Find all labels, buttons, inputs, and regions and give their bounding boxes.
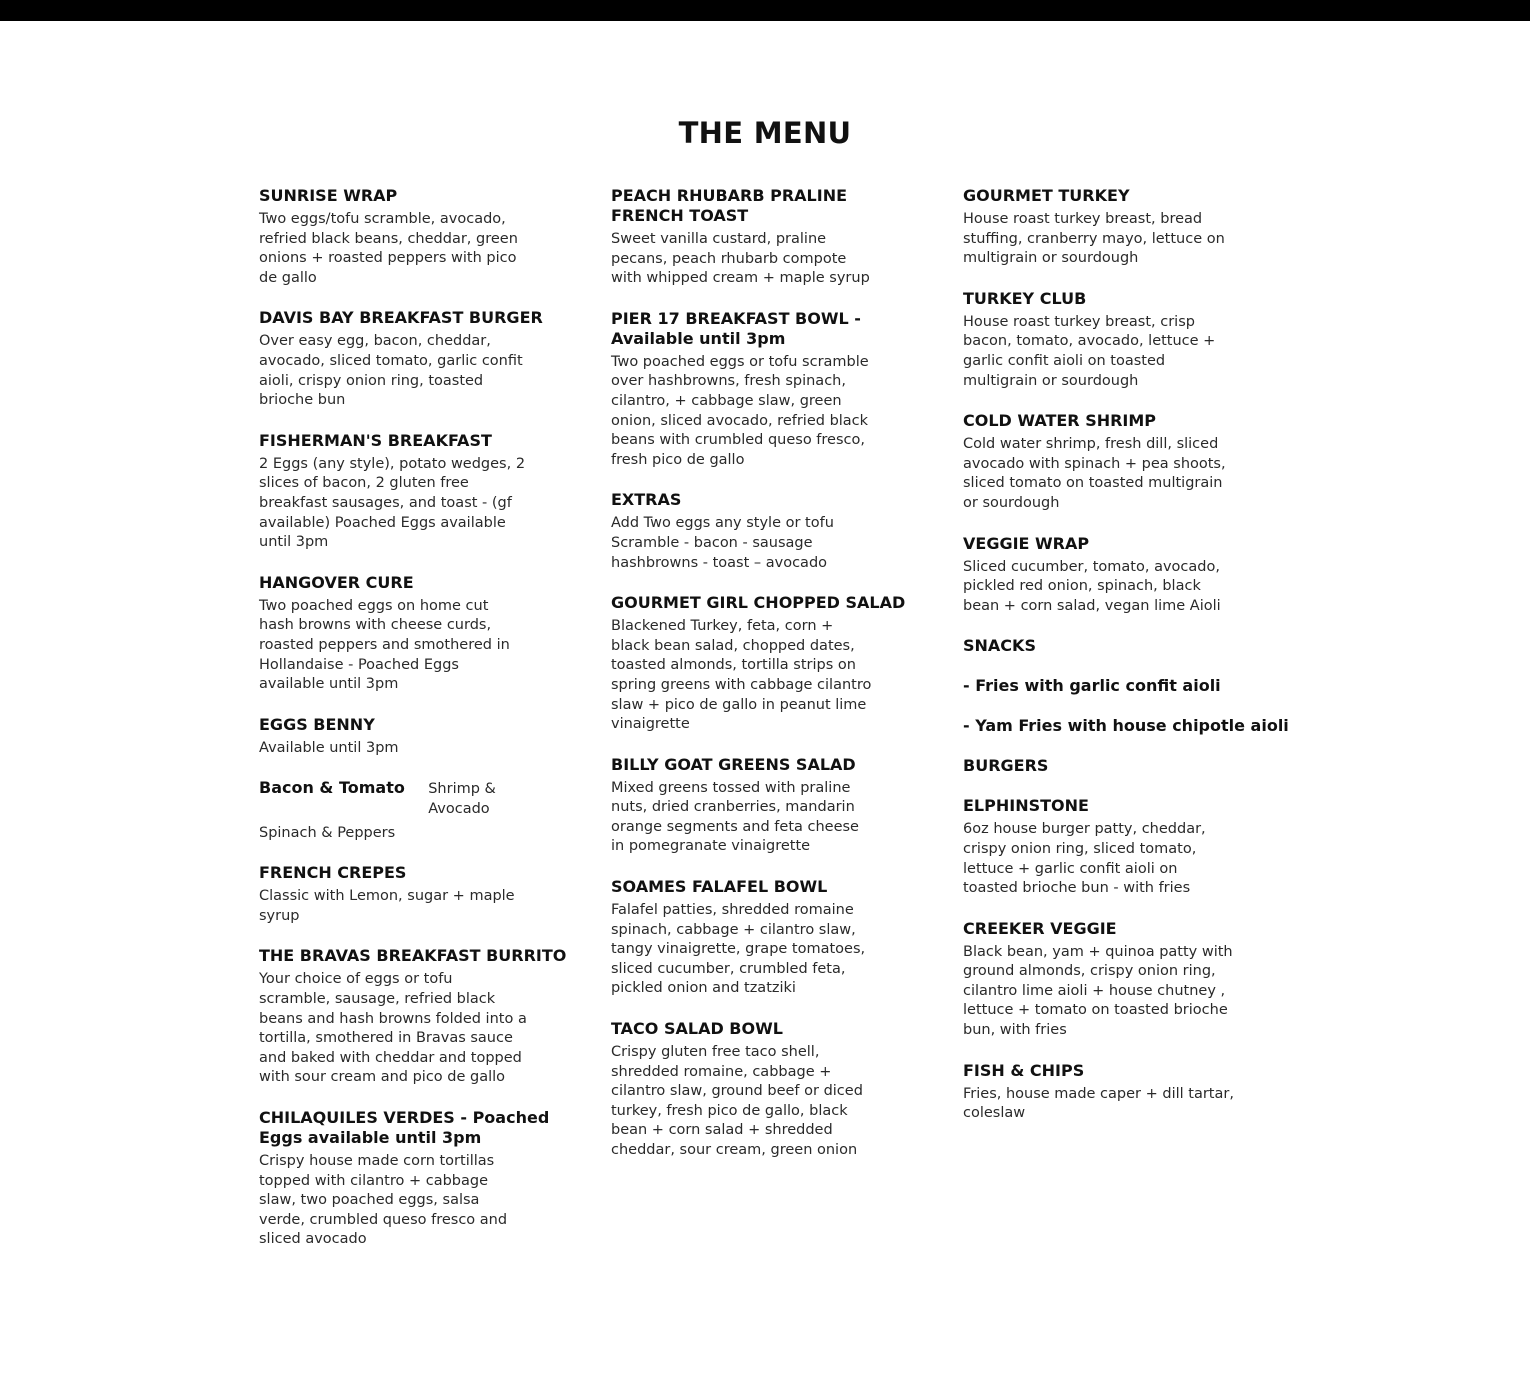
menu-item (611, 1019, 911, 1161)
menu-item-description: Two eggs/tofu scramble, avocado, refried black beans, cheddar, green onions + roasted peppers with pico de gallo (259, 211, 518, 286)
menu-item-description: Over easy egg, bacon, cheddar, avocado, sliced tomato, garlic confit aioli, crispy onion ring, toasted brioche bun (259, 333, 523, 409)
menu-item-description: House roast turkey breast, bread stuffing, cranberry mayo, lettuce on multigrain or sourdough (963, 211, 1225, 267)
menu-item (259, 715, 559, 759)
menu-item (611, 186, 911, 289)
menu-item-description: 6oz house burger patty, cheddar, crispy onion ring, sliced tomato, lettuce + garlic confit aioli on toasted brioche bun - with fries (963, 821, 1206, 897)
menu-item-description: Black bean, yam + quinoa patty with ground almonds, crispy onion ring, cilantro lime aioli + house chutney , lettuce + tomato on toasted brioche bun, with fries (963, 943, 1233, 1039)
menu-item-description: House roast turkey breast, crisp bacon, tomato, avocado, lettuce + garlic confit aioli on toasted multigrain or sourdough (963, 313, 1216, 389)
menu-item-name: GOURMET TURKEY (963, 186, 1130, 205)
menu-item (259, 863, 559, 926)
benny-option: Shrimp & Avocado (428, 781, 496, 818)
menu-item-name: SUNRISE WRAP (259, 186, 398, 205)
snack-item-name: - Fries with garlic confit aioli (963, 676, 1221, 696)
menu-column-3 (963, 186, 1289, 1144)
menu-item (611, 877, 911, 999)
menu-item-name: SOAMES FALAFEL BOWL (611, 877, 828, 897)
menu-item (963, 289, 1283, 391)
menu-item-name: FRENCH CREPES (259, 863, 407, 883)
menu-item (259, 308, 559, 410)
menu-item-name: BILLY GOAT GREENS SALAD (611, 754, 856, 774)
menu-item-name: EXTRAS (611, 490, 682, 510)
section-heading-burgers: BURGERS (963, 756, 1049, 776)
page-title: THE MENU (678, 116, 852, 150)
menu-item-name: CREEKER VEGGIE (963, 918, 1117, 938)
snack-item-name: - Yam Fries with house chipotle aioli (963, 716, 1289, 736)
menu-item-description: Available until 3pm (259, 739, 399, 756)
menu-item (963, 1061, 1283, 1124)
menu-item (259, 946, 567, 1088)
eggs-benny-options (259, 778, 559, 843)
menu-column-1 (259, 186, 567, 1270)
menu-item (963, 919, 1283, 1041)
menu-item-description: Two poached eggs or tofu scramble over hashbrowns, fresh spinach, cilantro, + cabbage slaw, green onion, sliced avocado, refried black beans with crumbled queso fresco, fresh pico de gallo (611, 353, 869, 468)
menu-item-name: GOURMET GIRL CHOPPED SALAD (611, 593, 906, 613)
section-heading (963, 756, 1283, 776)
menu-item (259, 431, 559, 553)
menu-item-name: CHILAQUILES VERDES - Poached Eggs available until 3pm (259, 1108, 550, 1148)
menu-item (259, 573, 559, 695)
menu-item-description: Two poached eggs on home cut hash browns with cheese curds, roasted peppers and smothered in Hollandaise - Poached Eggs available until 3pm (259, 597, 510, 693)
menu-item-description: 2 Eggs (any style), potato wedges, 2 slices of bacon, 2 gluten free breakfast sausages, and toast - (gf available) Poached Eggs available until 3pm (259, 455, 526, 551)
menu-item-description: Mixed greens tossed with praline nuts, dried cranberries, mandarin orange segments and feta cheese in pomegranate vinaigrette (611, 779, 859, 855)
menu-item-name: TACO SALAD BOWL (611, 1019, 783, 1039)
menu-item (259, 186, 559, 288)
snack-item (963, 676, 1283, 696)
section-heading (963, 636, 1283, 656)
menu-item (963, 411, 1283, 513)
menu-item (963, 186, 1283, 269)
benny-option: Spinach & Peppers (259, 825, 396, 842)
menu-item (611, 593, 911, 735)
menu-item (963, 534, 1283, 617)
menu-item-description: Crispy house made corn tortillas topped with cilantro + cabbage slaw, two poached eggs, salsa verde, crumbled queso fresco and sliced avocado (259, 1153, 508, 1248)
menu-item (611, 490, 911, 573)
menu-item-name: FISH & CHIPS (963, 1060, 1085, 1080)
snack-item (963, 716, 1289, 736)
menu-item-description: Sweet vanilla custard, praline pecans, peach rhubarb compote with whipped cream + maple syrup (611, 231, 870, 287)
menu-item-name: DAVIS BAY BREAKFAST BURGER (259, 308, 543, 328)
menu-item-name: PIER 17 BREAKFAST BOWL - Available until 3pm (611, 308, 861, 348)
benny-options-row (259, 778, 559, 819)
menu-item-description: Crispy gluten free taco shell, shredded romaine, cabbage + cilantro slaw, ground beef or diced turkey, fresh pico de gallo, black bean + corn salad + shredded cheddar, sour cream, green onion (611, 1044, 863, 1158)
menu-item-description: Sliced cucumber, tomato, avocado, pickled red onion, spinach, black bean + corn salad, vegan lime Aioli (963, 558, 1221, 614)
menu-item-description: Blackened Turkey, feta, corn + black bean salad, chopped dates, toasted almonds, tortilla strips on spring greens with cabbage cilantro slaw + pico de gallo in peanut lime vinaigrette (611, 618, 872, 733)
menu-item-name: EGGS BENNY (259, 714, 375, 734)
menu-item-name: HANGOVER CURE (259, 572, 414, 592)
menu-item-name: PEACH RHUBARB PRALINE FRENCH TOAST (611, 186, 848, 225)
menu-item-description: Add Two eggs any style or tofu Scramble - bacon - sausage hashbrowns - toast – avocado (611, 515, 834, 571)
top-bar (0, 0, 1530, 21)
menu-item (259, 1108, 559, 1250)
menu-item-name: ELPHINSTONE (963, 796, 1089, 816)
menu-item (963, 796, 1283, 898)
menu-item-name: THE BRAVAS BREAKFAST BURRITO (259, 946, 567, 966)
menu-item-description: Falafel patties, shredded romaine spinach, cabbage + cilantro slaw, tangy vinaigrette, grape tomatoes, sliced cucumber, crumbled feta, pickled onion and tzatziki (611, 902, 866, 997)
menu-column-2 (611, 186, 911, 1181)
menu-item-description: Fries, house made caper + dill tartar, coleslaw (963, 1085, 1234, 1122)
menu-item-name: FISHERMAN'S BREAKFAST (259, 430, 492, 450)
menu-item-name: TURKEY CLUB (963, 288, 1087, 308)
menu-item (611, 309, 911, 471)
menu-item-description: Cold water shrimp, fresh dill, sliced avocado with spinach + pea shoots, sliced tomato on toasted multigrain or sourdough (963, 436, 1226, 511)
menu-item-name: COLD WATER SHRIMP (963, 411, 1157, 431)
section-heading-snacks: SNACKS (963, 636, 1036, 656)
menu-item-name: VEGGIE WRAP (963, 533, 1090, 553)
menu-item-description: Your choice of eggs or tofu scramble, sausage, refried black beans and hash browns folded into a tortilla, smothered in Bravas sauce and baked with cheddar and topped with sour cream and pico de gallo (259, 971, 527, 1086)
benny-option: Bacon & Tomato (259, 778, 405, 798)
menu-item (611, 755, 911, 857)
menu-item-description: Classic with Lemon, sugar + maple syrup (259, 888, 515, 924)
